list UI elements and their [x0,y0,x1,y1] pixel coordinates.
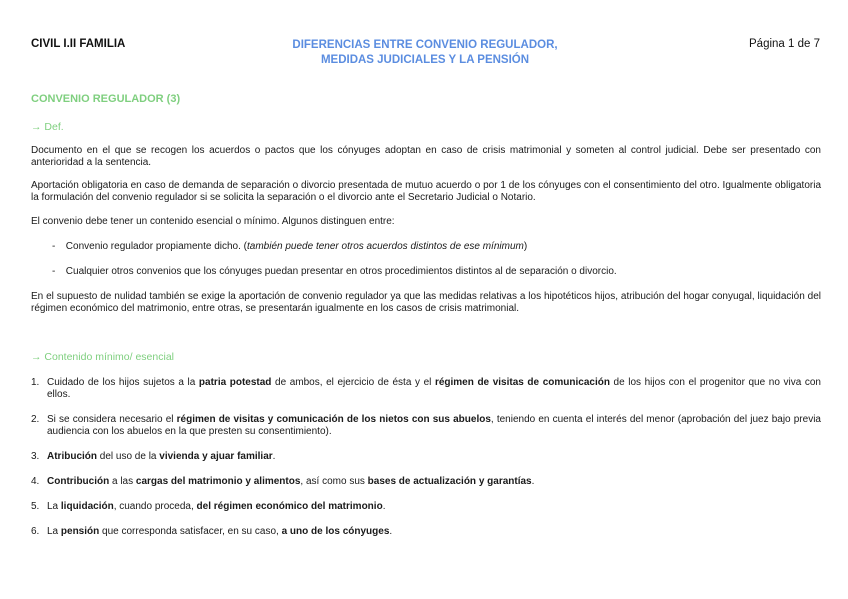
contenido-minimo-label: → Contenido mínimo/ esencial [31,351,174,363]
list-text: Contribución a las cargas del matrimonio y alimentos, así como sus bases de actualización y garantías. [47,476,535,487]
document-title [250,38,600,68]
list-item [31,377,821,401]
list-number: 3. [31,451,40,462]
list-item [31,451,821,463]
list-number: 6. [31,526,40,537]
course-title: CIVIL I.II FAMILIA [31,38,126,50]
bullet-otros-convenios [52,266,812,278]
list-text: La pensión que corresponda satisfacer, en su caso, a uno de los cónyuges. [47,526,393,537]
list-item [31,414,821,438]
list-number: 4. [31,476,40,487]
bullet-close: ) [523,241,528,252]
paragraph-content-intro: El convenio debe tener un contenido esencial o mínimo. Algunos distinguen entre: [31,216,395,227]
list-text: Si se considera necesario el régimen de visitas y comunicación de los nietos con sus abuelos, teniendo en cuenta el interés del menor (aprobación del juez bajo previa audiencia con los abuelos en la que presten su consentimiento). [47,414,821,437]
bullet-text: Cualquier otros convenios que los cónyuges puedan presentar en otros procedimientos distintos al de separación o divorcio. [65,266,617,277]
list-text: La liquidación, cuando proceda, del régimen económico del matrimonio. [47,501,386,512]
list-number: 1. [31,377,40,388]
list-number: 5. [31,501,40,512]
bullet-text: Convenio regulador propiamente dicho. ( [65,241,248,252]
bullet-italic-note: también puede tener otros acuerdos distintos de ese mínimum [247,241,524,252]
bullet-dash: - [52,241,56,252]
bullet-dash: - [52,266,56,277]
list-item [31,476,821,488]
list-text: Atribución del uso de la vivienda y ajuar familiar. [47,451,276,462]
definition-label: → Def. [31,121,64,133]
page-number: Página 1 de 7 [749,38,820,50]
list-item [31,501,821,513]
paragraph-definition: Documento en el que se recogen los acuerdos o pactos que los cónyuges adoptan en caso de crisis matrimonial y someten al control judicial. Debe ser presentado con anterioridad a la sentencia. [31,145,821,168]
document-title-line2: MEDIDAS JUDICIALES Y LA PENSIÓN [320,54,530,66]
bullet-convenio-regulador [52,241,812,253]
list-number: 2. [31,414,40,425]
paragraph-obligation: Aportación obligatoria en caso de demanda de separación o divorcio presentada de mutuo acuerdo o por 1 de los cónyuges con el consentimiento del otro. Igualmente obligatoria la formulación del convenio regulador si se solicita la separación o el divorcio ante el Secretario Judicial o Notario. [31,180,821,203]
list-item [31,526,821,538]
section-title: CONVENIO REGULADOR (3) [31,93,181,105]
paragraph-nulidad: En el supuesto de nulidad también se exige la aportación de convenio regulador ya que las medidas relativas a los hipotéticos hijos, atribución del hogar conyugal, liquidación del régimen económico del matrimonio, entre otras, se presentarán igualmente en los casos de crisis matrimonial. [31,291,821,314]
document-title-line1: DIFERENCIAS ENTRE CONVENIO REGULADOR, [292,39,558,51]
list-text: Cuidado de los hijos sujetos a la patria potestad de ambos, el ejercicio de ésta y el régimen de visitas de comunicación de los hijos con el progenitor que no viva con ellos. [47,377,821,400]
